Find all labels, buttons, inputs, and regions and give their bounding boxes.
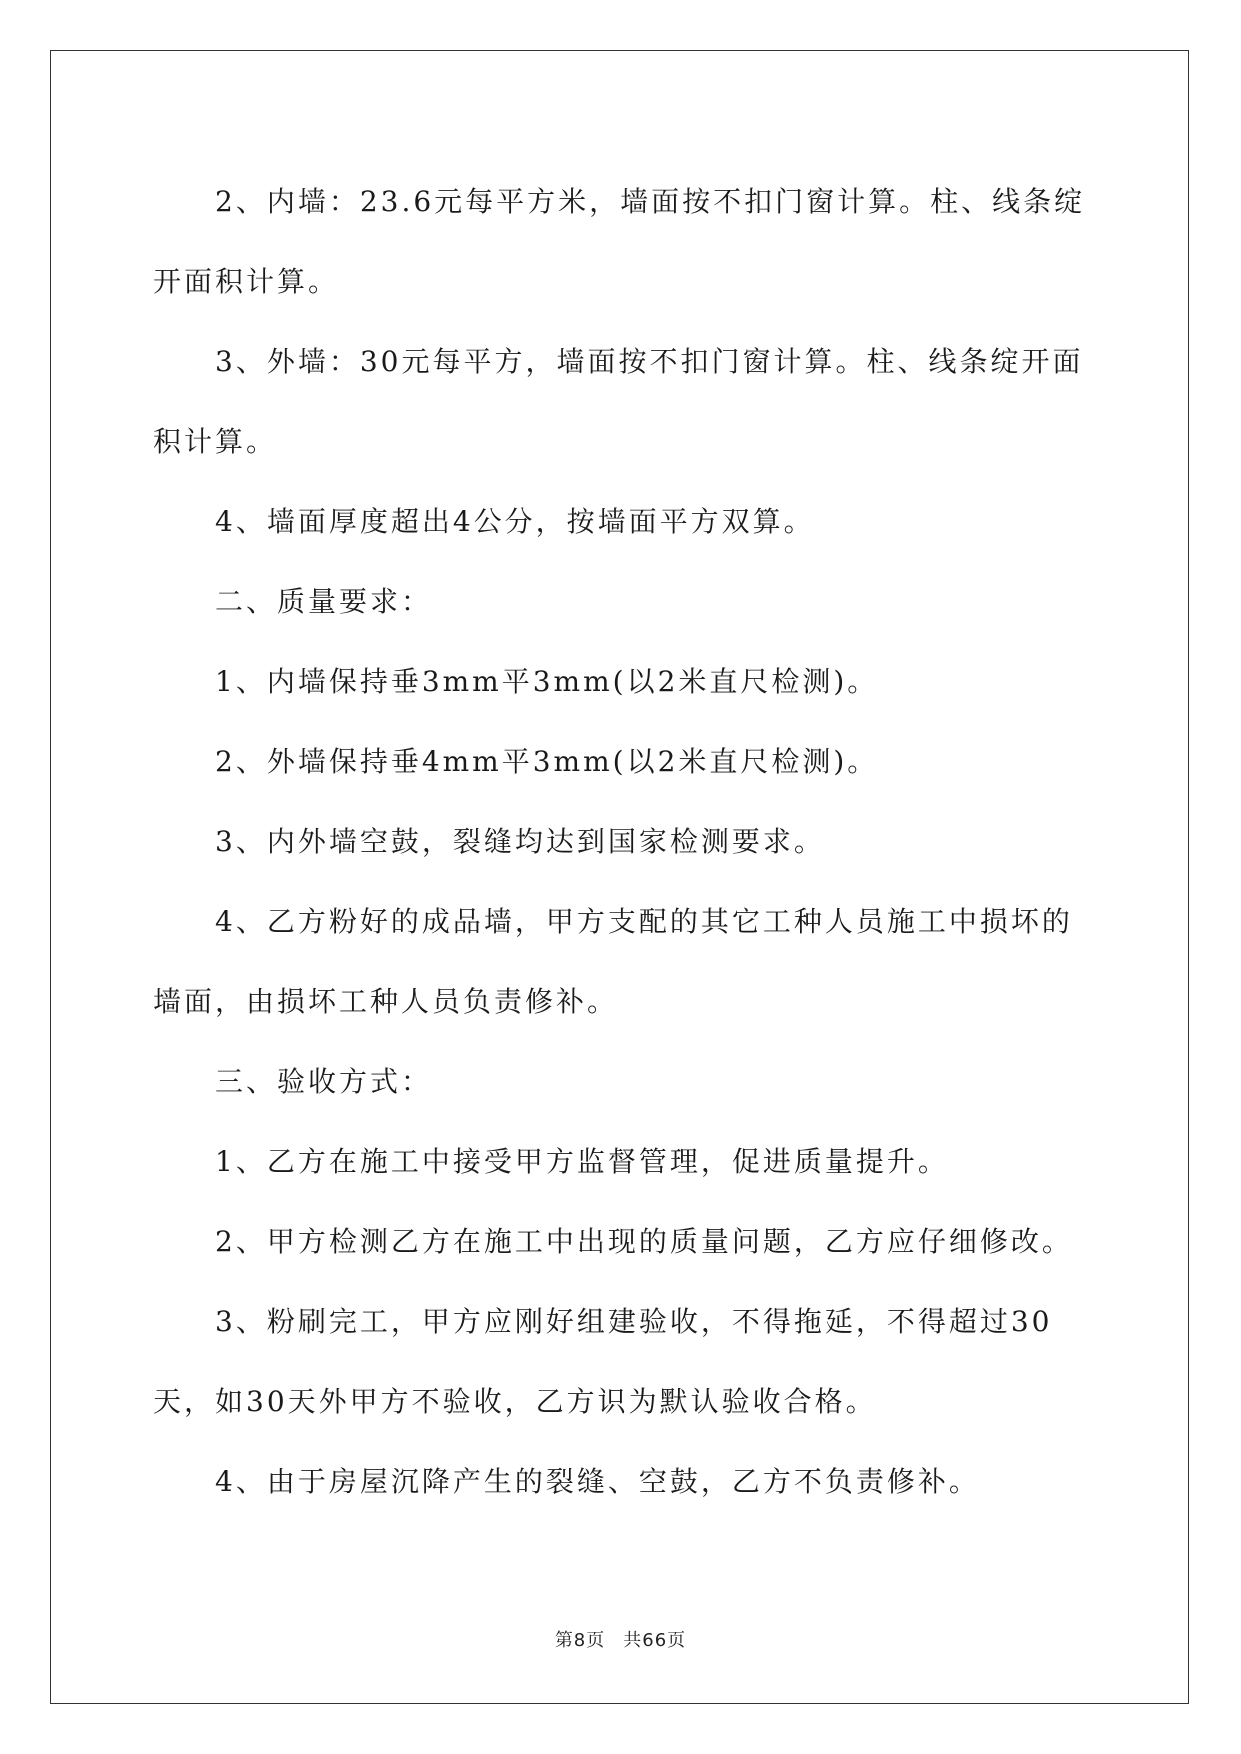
paragraph: 2、外墙保持垂4mm平3mm(以2米直尺检测)。 [215,745,879,778]
paragraph: 2、甲方检测乙方在施工中出现的质量问题，乙方应仔细修改。 [215,1225,1073,1258]
page-footer [0,1626,1241,1652]
paragraph: 3、粉刷完工，甲方应刚好组建验收，不得拖延，不得超过30天，如30天外甲方不验收，乙方识为默认验收合格。 [153,1305,1053,1418]
paragraph: 3、外墙：30元每平方，墙面按不扣门窗计算。柱、线条绽开面积计算。 [153,345,1084,458]
page-number: 第8页 [554,1630,606,1651]
paragraph: 1、内墙保持垂3mm平3mm(以2米直尺检测)。 [215,665,879,698]
section-heading: 二、质量要求： [215,585,433,618]
section-heading: 三、验收方式： [215,1065,433,1098]
paragraph: 2、内墙：23.6元每平方米，墙面按不扣门窗计算。柱、线条绽开面积计算。 [153,185,1086,298]
document-body [153,162,1093,1522]
paragraph: 4、乙方粉好的成品墙，甲方支配的其它工种人员施工中损坏的墙面，由损坏工种人员负责修补。 [153,905,1073,1018]
paragraph: 4、墙面厚度超出4公分，按墙面平方双算。 [215,505,815,538]
paragraph: 3、内外墙空鼓，裂缝均达到国家检测要求。 [215,825,825,858]
paragraph: 1、乙方在施工中接受甲方监督管理，促进质量提升。 [215,1145,949,1178]
page-total: 共66页 [623,1630,687,1651]
paragraph: 4、由于房屋沉降产生的裂缝、空鼓，乙方不负责修补。 [215,1465,980,1498]
